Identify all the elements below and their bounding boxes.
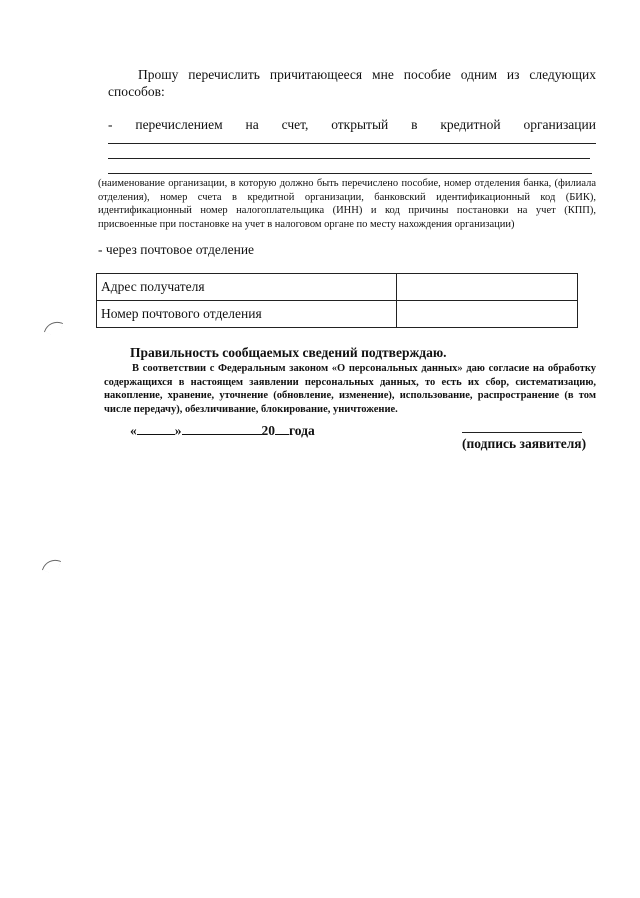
method-post-office: - через почтовое отделение bbox=[98, 242, 255, 257]
method-word: перечислением bbox=[135, 117, 223, 132]
method-dash: - bbox=[108, 117, 113, 132]
personal-data-consent: В соответствии с Федеральным законом «О персональных данных» даю согласие на обработку содержащихся в настоящем заявлении персональных данных, то есть их сбор, систематизацию, накопление, хранение, уточнение (обновление, изменение), использование, распространение (в том числе передачу), обезличивание, блокирование, уничтожение. bbox=[104, 363, 596, 415]
method-word: в bbox=[411, 117, 418, 132]
method-word: кредитной bbox=[440, 117, 501, 132]
date-close-quote: » bbox=[174, 423, 182, 438]
month-blank[interactable] bbox=[182, 422, 262, 435]
day-blank[interactable] bbox=[137, 422, 175, 435]
post-office-number-label: Номер почтового отделения bbox=[97, 301, 397, 328]
bank-details-line-1[interactable] bbox=[108, 143, 596, 144]
table-row bbox=[97, 274, 578, 301]
year-blank[interactable] bbox=[275, 422, 289, 435]
table-row bbox=[97, 301, 578, 328]
confirmation-heading: Правильность сообщаемых сведений подтверждаю. bbox=[130, 345, 447, 360]
request-paragraph: Прошу перечислить причитающееся мне пособие одним из следующих способов: bbox=[108, 67, 596, 99]
method-bank-transfer bbox=[108, 116, 596, 133]
signature-line[interactable] bbox=[462, 432, 582, 433]
date-line bbox=[130, 422, 315, 439]
signature-label: (подпись заявителя) bbox=[462, 436, 587, 451]
method-word: счет, bbox=[281, 117, 309, 132]
recipient-address-label: Адрес получателя bbox=[97, 274, 397, 301]
method-word: открытый bbox=[331, 117, 389, 132]
punch-hole-mark bbox=[42, 556, 61, 575]
punch-hole-mark bbox=[44, 318, 63, 337]
bank-details-line-3[interactable] bbox=[108, 173, 592, 174]
method-word: организации bbox=[523, 117, 596, 132]
post-office-table bbox=[96, 273, 578, 328]
date-open-quote: « bbox=[130, 423, 137, 438]
bank-details-note: (наименование организации, в которую должно быть перечислено пособие, номер отделения банка, (филиала отделения), номер счета в кредитной организации, банковский идентификационный код (БИК), идентификационный номер налогоплательщика (ИНН) и код причины постановки на учет (КПП), присвоенные при постановке на учет в налоговом органе по месту нахождения организации) bbox=[98, 178, 596, 230]
bank-details-line-2[interactable] bbox=[108, 158, 590, 159]
recipient-address-field[interactable] bbox=[397, 274, 578, 301]
post-office-number-field[interactable] bbox=[397, 301, 578, 328]
date-century: 20 bbox=[261, 423, 275, 438]
method-word: на bbox=[245, 117, 259, 132]
date-year-word: года bbox=[289, 423, 315, 438]
